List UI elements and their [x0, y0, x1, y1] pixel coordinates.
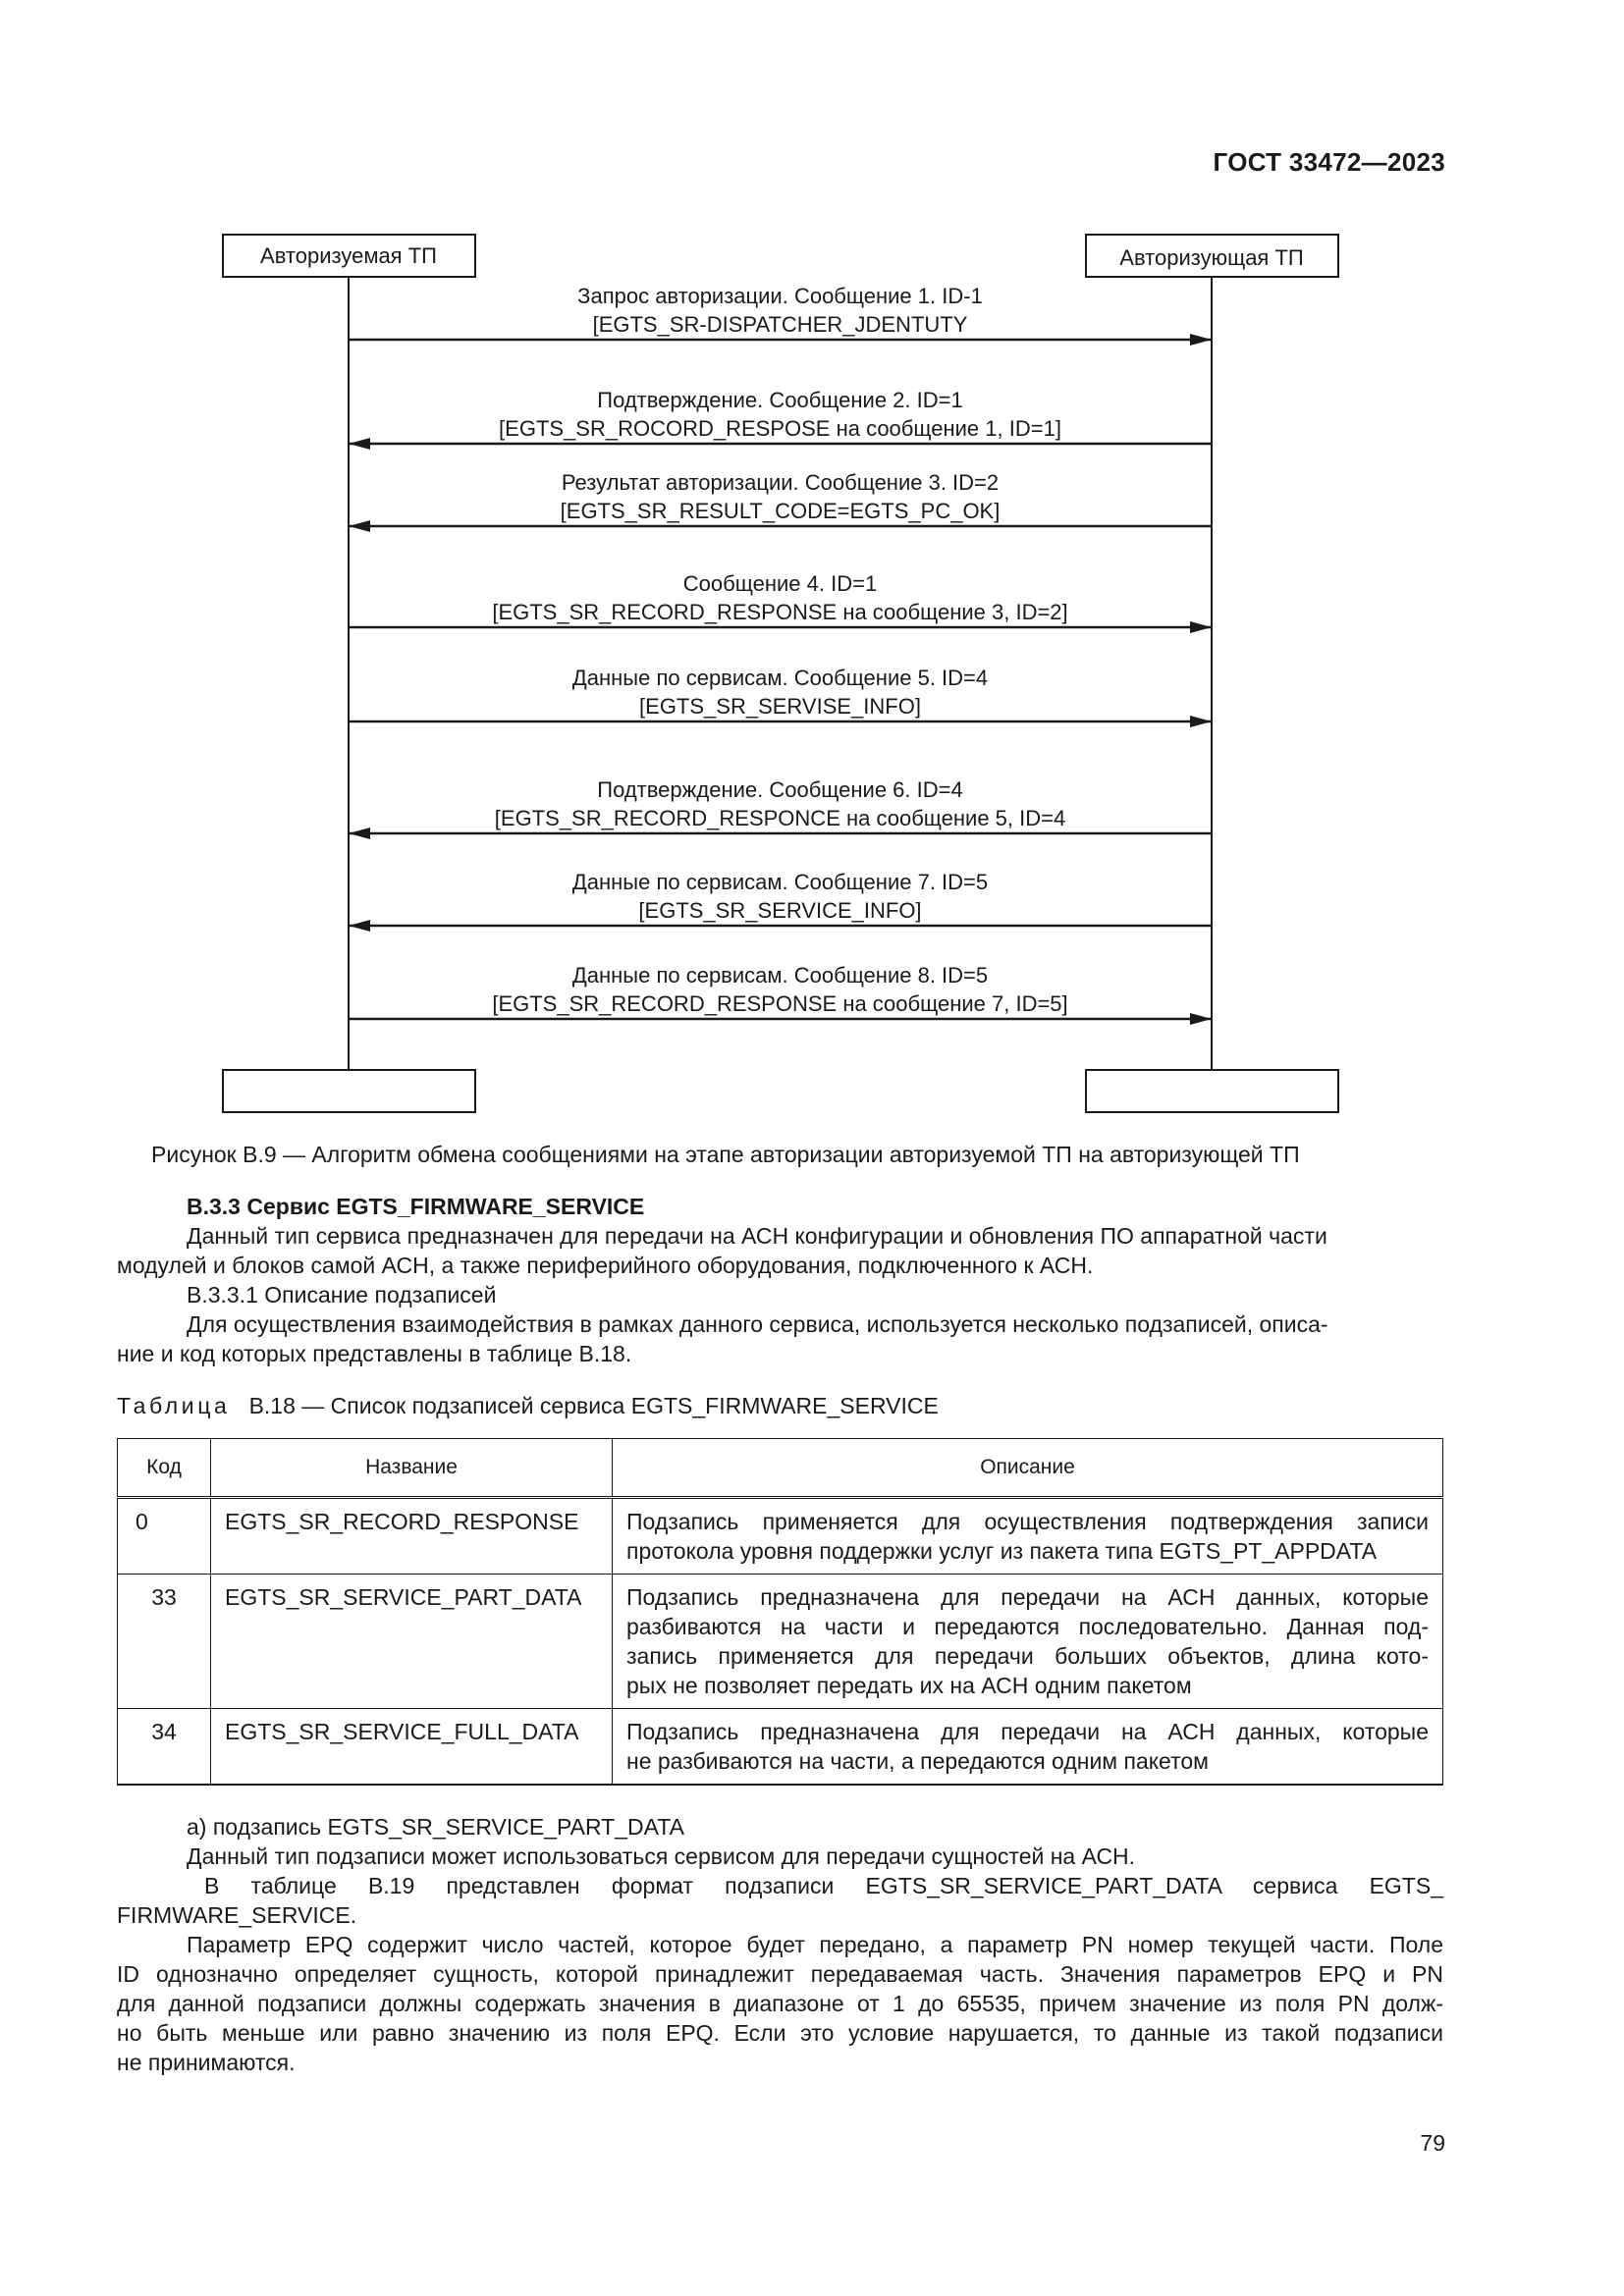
cell-name: EGTS_SR_SERVICE_FULL_DATA: [211, 1709, 613, 1786]
description-line: не разбиваются на части, а передаются одним пакетом: [626, 1748, 1209, 1774]
message-arrowhead: [349, 920, 370, 932]
message-label: Данные по сервисам. Сообщение 8. ID=5: [571, 963, 989, 988]
message-label: Данные по сервисам. Сообщение 7. ID=5: [571, 870, 989, 894]
section-intro-line-1: Данный тип сервиса предназначен для передачи на АСН конфигурации и обновления ПО аппаратной части: [187, 1223, 1327, 1249]
sub-heading: В.3.3.1 Описание подзаписей: [187, 1282, 497, 1308]
param-line: для данной подзаписи должны содержать значения в диапазоне от 1 до 65535, причем значение из поля PN долж-: [117, 1991, 1443, 2016]
message-code: [EGTS_SR-DISPATCHER_JDENTUTY: [592, 312, 968, 337]
message-code: [EGTS_SR_SERVISE_INFO]: [639, 694, 921, 719]
table-row: [118, 1575, 1443, 1709]
figure-caption: Рисунок В.9 — Алгоритм обмена сообщениями на этапе авторизации авторизуемой ТП на авторизующей ТП: [151, 1142, 1300, 1167]
message-code: [EGTS_SR_RECORD_RESPONSE на сообщение 3, ID=2]: [492, 600, 1068, 624]
message-arrowhead: [349, 520, 370, 532]
cell-code: 34: [118, 1709, 211, 1786]
cell-code: 0: [118, 1498, 211, 1575]
cell-description: [613, 1575, 1443, 1709]
section-para-line-1: Для осуществления взаимодействия в рамках данного сервиса, используется несколько подзаписей, описа-: [187, 1311, 1328, 1337]
section-heading: В.3.3 Сервис EGTS_FIRMWARE_SERVICE: [187, 1194, 645, 1219]
message-arrowhead: [349, 438, 370, 450]
right-actor-label: Авторизующая ТП: [1119, 245, 1304, 270]
message-arrowhead: [1190, 334, 1212, 346]
message-code: [EGTS_SR_RECORD_RESPONCE на сообщение 5, ID=4: [494, 806, 1066, 830]
message-label: Сообщение 4. ID=1: [682, 571, 878, 596]
description-line: рых не позволяет передать их на АСН одним пакетом: [626, 1673, 1192, 1698]
description-line: Подзапись применяется для осуществления подтверждения записи: [626, 1509, 1429, 1534]
item-a: а) подзапись EGTS_SR_SERVICE_PART_DATA: [187, 1814, 684, 1840]
item-a-description: Данный тип подзаписи может использоваться сервисом для передачи сущностей на АСН.: [187, 1843, 1136, 1869]
param-line: ID однозначно определяет сущность, которой принадлежит передаваемая часть. Значения параметров EPQ и PN: [117, 1961, 1443, 1987]
left-actor-end-box: [223, 1070, 475, 1112]
cell-description: [613, 1709, 1443, 1786]
message-code: [EGTS_SR_ROCORD_RESPOSE на сообщение 1, ID=1]: [499, 416, 1061, 441]
table-caption-label: Таблица: [117, 1393, 231, 1418]
message-code: [EGTS_SR_SERVICE_INFO]: [638, 898, 922, 923]
header-name: Название: [211, 1439, 613, 1498]
param-line: не принимаются.: [117, 2050, 296, 2075]
cell-name: EGTS_SR_RECORD_RESPONSE: [211, 1498, 613, 1575]
message-label: Результат авторизации. Сообщение 3. ID=2: [561, 470, 1000, 495]
section-para-line-2: ние и код которых представлены в таблице В.18.: [117, 1341, 632, 1366]
left-actor-label: Авторизуемая ТП: [260, 243, 437, 268]
message-group: [349, 284, 1212, 1025]
table-reference-line-1: В таблице В.19 представлен формат подзаписи EGTS_SR_SERVICE_PART_DATA сервиса EGTS_: [204, 1873, 1443, 1898]
message-arrowhead: [349, 828, 370, 839]
message-label: Данные по сервисам. Сообщение 5. ID=4: [571, 666, 989, 690]
table-row: [118, 1498, 1443, 1575]
table-row: [118, 1709, 1443, 1786]
param-line: Параметр EPQ содержит число частей, которое будет передано, а параметр PN номер текущей части. Поле: [187, 1932, 1443, 1957]
document-code: ГОСТ 33472—2023: [1213, 147, 1445, 177]
table-caption: [117, 1391, 939, 1420]
section-intro-line-2: модулей и блоков самой АСН, а также периферийного оборудования, подключенного к АСН.: [117, 1253, 1094, 1278]
table-caption-text: В.18 — Список подзаписей сервиса EGTS_FIRMWARE_SERVICE: [248, 1393, 939, 1418]
message-arrowhead: [1190, 621, 1212, 633]
param-line: но быть меньше или равно значению из поля EPQ. Если это условие нарушается, то данные из такой подзаписи: [117, 2020, 1443, 2046]
header-description: Описание: [613, 1439, 1443, 1498]
message-code: [EGTS_SR_RECORD_RESPONSE на сообщение 7, ID=5]: [492, 991, 1068, 1016]
description-line: Подзапись предназначена для передачи на АСН данных, которые: [626, 1584, 1429, 1610]
table-header-row: [118, 1439, 1443, 1498]
message-arrowhead: [1190, 1013, 1212, 1025]
message-code: [EGTS_SR_RESULT_CODE=EGTS_PC_OK]: [560, 499, 1001, 523]
cell-description: [613, 1498, 1443, 1575]
description-line: запись применяется для передачи больших объектов, длина кото-: [626, 1643, 1429, 1669]
message-arrowhead: [1190, 716, 1212, 727]
right-actor-end-box: [1086, 1070, 1338, 1112]
cell-code: 33: [118, 1575, 211, 1709]
message-label: Подтверждение. Сообщение 6. ID=4: [597, 777, 963, 802]
message-label: Запрос авторизации. Сообщение 1. ID-1: [577, 284, 983, 308]
page-number: 79: [1420, 2130, 1445, 2156]
description-line: протокола уровня поддержки услуг из пакета типа EGTS_PT_APPDATA: [626, 1538, 1378, 1564]
sequence-diagram: [0, 0, 1624, 1139]
table-reference-line-2: FIRMWARE_SERVICE.: [117, 1902, 357, 1928]
subrecords-table: [117, 1438, 1443, 1786]
message-label: Подтверждение. Сообщение 2. ID=1: [597, 388, 963, 412]
header-code: Код: [118, 1439, 211, 1498]
description-line: Подзапись предназначена для передачи на АСН данных, которые: [626, 1719, 1429, 1744]
cell-name: EGTS_SR_SERVICE_PART_DATA: [211, 1575, 613, 1709]
description-line: разбиваются на части и передаются последовательно. Данная под-: [626, 1614, 1429, 1639]
